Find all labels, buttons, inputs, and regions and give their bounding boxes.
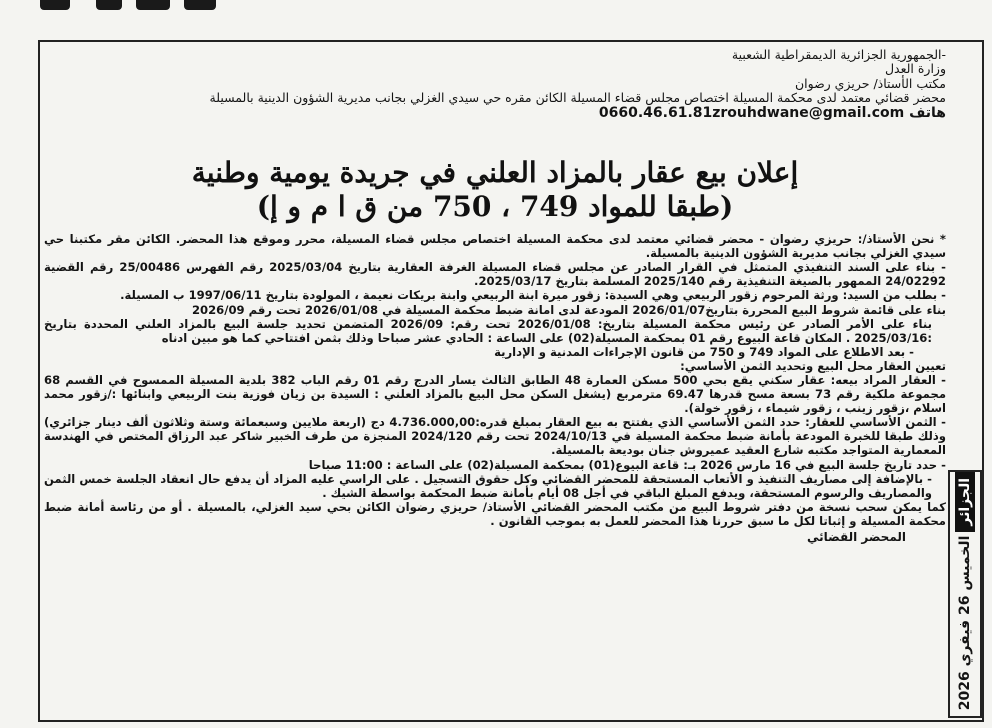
newspaper-side-strip — [948, 470, 982, 718]
paragraph-base-price: - الثمن الأساسي للعقار: حدد الثمن الأساسي الذي يفتتح به بيع العقار بمبلغ قدره:4.736.000,00 دج (اربعة ملايين وسبعمائة وستة وثلاثون ألف دينار جزائري) وذلك طبقا للخبرة المودعة بأمانة ضبط محكمة المسيلة في 2024/10/13 تحت رقم 2024/120 المنجزة من طرف الخبير شاكر عبد الرزاق المختص في الهندسة المعمارية المتواجد مكتبه شارع العقيد عميروش جنان بوديعة بالمسيلة. — [44, 415, 946, 458]
notice-title — [44, 156, 946, 224]
paragraph-legal-articles: - بعد الاطلاع على المواد 749 و 750 من قانون الإجراءات المدنية و الإدارية — [494, 344, 914, 359]
ministry-line: وزارة العدل — [884, 61, 946, 77]
issue-date: الخميس 26 فيفري 2026 — [957, 535, 973, 711]
newspaper-brand: الجزائر — [955, 472, 975, 532]
title-line-2: (طبقا للمواد 749 ، 750 من ق ا م و إ) — [256, 190, 734, 224]
previous-page-fragment — [40, 0, 220, 14]
paragraph-property-heading: تعيين العقار محل البيع وتحديد الثمن الأساسي: — [680, 358, 946, 373]
paragraph-enforcement-title: - بناء على السند التنفيذي المتمثل في القرار الصادر عن مجلس قضاء المسيلة الغرفة العقارية بتاريخ 2025/03/04 رقم الفهرس 25/00486 رقم القضية 24/02292 الممهور بالصيغة التنفيذية رقم 2025/140 المسلمة بتاريخ 2025/03/17. — [44, 260, 946, 289]
paragraph-property-description: - العقار المراد بيعه: عقار سكني يقع بحي 500 مسكن العمارة 48 الطابق الثالث يسار الدرج رقم 01 رقم الباب 382 بلدية المسيلة الممسوح في القسم 68 مجموعة ملكية رقم 73 بسعة مسح قدرها 69.47 مترمربع (يشغل السكن محل البيع بالمزاد العلني : السيدة بن زيان فوزية بنت الربيعي وابنائها :/زقور محمد اسلام ،زقور زينب ، زقور شيماء ، زقور خولة). — [44, 372, 946, 416]
notice-body — [44, 232, 946, 528]
paragraph-closing: كما يمكن سحب نسخة من دفتر شروط البيع من مكتب المحضر القضائي الأستاذ/ حريزي رضوان الكائن بحي سيد الغزلي، بالمسيلة . أو من رئاسة أمانة ضبط محكمة المسيلة و إثباتا لكل ما سبق حررنا هذا المحضر للعمل به بموجب القانون . — [44, 499, 946, 528]
header-block — [44, 48, 946, 120]
paragraph-court-order: بناء على الأمر الصادر عن رئيس محكمة المسيلة بتاريخ: 2026/01/08 تحت رقم: 2026/09 المتضمن تحديد جلسة البيع بالمزاد العلني المحددة بتاريخ :2025/03/16 . المكان قاعة البيوع رقم 01 بمحكمة المسيلة(02) على الساعة : الحادي عشر صباحا وذلك بثمن افتتاحي كما هو مبين ادناه — [44, 316, 932, 345]
paragraph-fees: - بالإضافة إلى مصاريف التنفيذ و الأتعاب المستحقة للمحضر القضائي وكل حقوق التسجيل . على الراسي عليه المزاد أن يدفع حال انعقاد الجلسة خمس الثمن والمصاريف والرسوم المستحقة، ويدفع المبلغ الباقي في أجل 08 أيام بأمانة ضبط المحكمة بواسطة الشيك . — [44, 471, 932, 500]
republic-line: -الجمهورية الجزائرية الديمقراطية الشعبية — [731, 48, 946, 62]
contact-value: 0660.46.61.81zrouhdwane@gmail.com — [598, 104, 905, 121]
office-line: مكتب الأستاذ/ حريزي رضوان — [794, 75, 946, 91]
contact-line — [44, 106, 946, 120]
paragraph-bailiff: * نحن الأستاذ/: حريزي رضوان - محضر قضائي معتمد لدى محكمة المسيلة اختصاص مجلس قضاء المسيلة، محرر وموقع هذا المحضر. الكائن مقر مكتبنا حي سيدي الغزلي بجانب مديرية الشؤون الدينية بالمسيلة. — [44, 232, 946, 261]
paragraph-auction-date: - حدد تاريخ جلسة البيع في 16 مارس 2026 بـ: قاعة البيوع(01) بمحكمة المسيلة(02) على الساعة : 11:00 صباحا — [308, 457, 946, 472]
legal-notice — [44, 48, 946, 720]
title-line-1: إعلان بيع عقار بالمزاد العلني في جريدة يومية وطنية — [191, 156, 799, 190]
signature-label: المحضر القضائي — [806, 530, 906, 544]
paragraph-requester: - بطلب من السيد: ورثة المرحوم زقور الربيعي وهي السيدة: زقور ميرة ابنة الربيعي وابنة بريكات نعيمة ، المولودة بتاريخ 1997/06/11 ب المسيلة. — [120, 288, 946, 303]
paragraph-conditions-list: بناء على قائمة شروط البيع المحررة بتاريخ2026/01/07 المودعة لدى امانة ضبط محكمة المسيلة في 2026/01/08 تحت رقم 2026/09 — [191, 302, 946, 317]
bailiff-address-line: محضر قضائي معتمد لدى محكمة المسيلة اختصاص مجلس قضاء المسيلة الكائن مقره حي سيدي الغزلي بجانب مديرية الشؤون الدينية بالمسيلة — [209, 90, 946, 106]
phone-label: هاتف — [909, 104, 946, 121]
